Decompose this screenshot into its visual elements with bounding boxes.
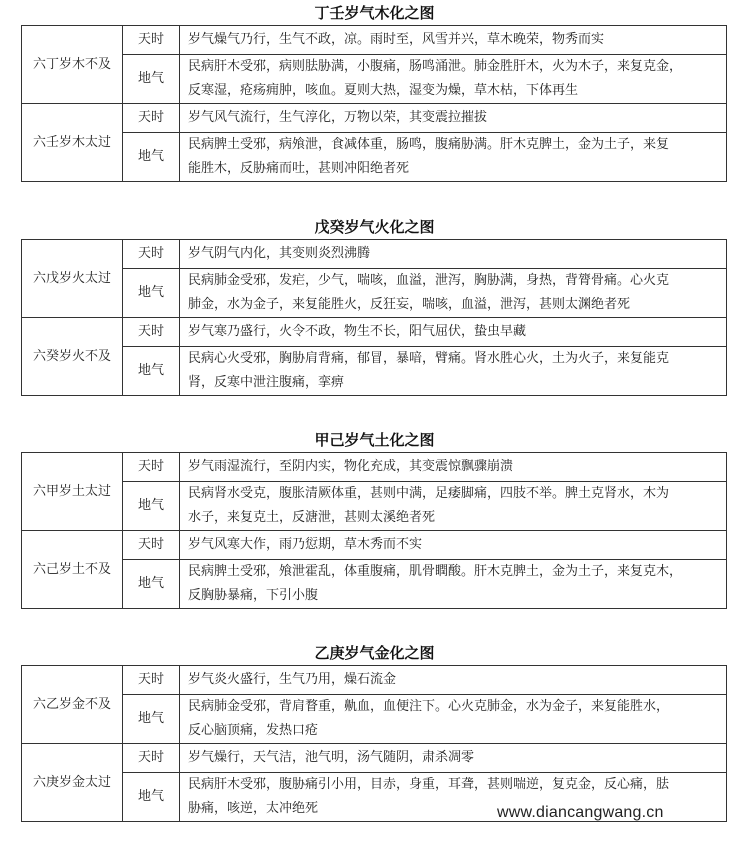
tianshi-label: 天时 [123,104,180,133]
diqi-label: 地气 [123,773,180,822]
tianshi-text: 岁气风气流行，生气淳化，万物以荣，其变震拉摧拔 [180,104,727,133]
table-row [22,695,727,744]
table-row [22,531,727,560]
section-table [21,452,727,609]
diqi-text: 民病肺金受邪，发疟，少气，喘咳，血溢，泄泻，胸胁满，身热，背膂骨痛。心火克 肺金，水为金子，来复能胜火，反狂妄，喘咳，血溢，泄泻，甚则太渊绝者死 [180,269,727,318]
diqi-label: 地气 [123,133,180,182]
year-name: 六甲岁土太过 [22,453,123,531]
diqi-label: 地气 [123,55,180,104]
section-table [21,239,727,396]
tianshi-text: 岁气阴气内化，其变则炎烈沸腾 [180,240,727,269]
section-title: 丁壬岁气木化之图 [314,4,435,22]
diqi-text: 民病脾土受邪，病飧泄，食减体重，肠鸣，腹痛胁满。肝木克脾土，金为土子，来复 能胜木，反胁痛而吐，甚则冲阳绝者死 [180,133,727,182]
table-row [22,133,727,182]
tianshi-text: 岁气雨湿流行，至阴内实，物化充成，其变震惊飘骤崩溃 [180,453,727,482]
table-row [22,26,727,55]
year-name: 六乙岁金不及 [22,666,123,744]
section-table [21,665,727,822]
tianshi-label: 天时 [123,531,180,560]
diqi-label: 地气 [123,269,180,318]
year-name: 六癸岁火不及 [22,318,123,396]
table-row [22,55,727,104]
diqi-label: 地气 [123,482,180,531]
section-title: 乙庚岁气金化之图 [314,644,435,662]
tianshi-text: 岁气寒乃盛行，火令不政，物生不长，阳气屈伏，蛰虫早藏 [180,318,727,347]
diqi-text: 民病肝木受邪，腹胁痛引小用，目赤，身重，耳聋，甚则喘逆，复克金，反心痛，胠 胁痛，咳逆，太冲绝死 [180,773,727,822]
year-name: 六丁岁木不及 [22,26,123,104]
diqi-text: 民病心火受邪，胸胁肩背痛，郁冒，暴喑，臂痛。肾水胜心火，土为火子，来复能克 肾，反寒中泄注腹痛，挛痹 [180,347,727,396]
year-name: 六壬岁木太过 [22,104,123,182]
table-row [22,744,727,773]
table-row [22,347,727,396]
table-row [22,666,727,695]
tianshi-label: 天时 [123,26,180,55]
year-name: 六戊岁火太过 [22,240,123,318]
diqi-text: 民病脾土受邪，飧泄霍乱，体重腹痛，肌骨瞤酸。肝木克脾土，金为土子，来复克木， 反胸胁暴痛，下引小腹 [180,560,727,609]
year-name: 六庚岁金太过 [22,744,123,822]
tianshi-label: 天时 [123,318,180,347]
section-title: 甲己岁气土化之图 [314,431,435,449]
tianshi-text: 岁气燥气乃行，生气不政，凉。雨时至，风雪并兴，草木晚荣，物秀而实 [180,26,727,55]
tianshi-text: 岁气风寒大作，雨乃愆期，草木秀而不实 [180,531,727,560]
table-row [22,318,727,347]
tianshi-label: 天时 [123,744,180,773]
section-table [21,25,727,182]
tianshi-text: 岁气炎火盛行，生气乃用，燥石流金 [180,666,727,695]
diqi-label: 地气 [123,695,180,744]
section-title: 戊癸岁气火化之图 [314,218,435,236]
watermark-text: www.diancangwang.cn [497,804,664,821]
table-row [22,104,727,133]
year-name: 六己岁土不及 [22,531,123,609]
table-row [22,453,727,482]
tianshi-label: 天时 [123,453,180,482]
tianshi-label: 天时 [123,666,180,695]
diqi-label: 地气 [123,347,180,396]
diqi-text: 民病肝木受邪，病则胠胁满，小腹痛，肠鸣涌泄。肺金胜肝木，火为木子，来复克金， 反寒湿，疮疡痈肿，咳血。夏则大热，湿变为燥，草木枯，下体再生 [180,55,727,104]
tianshi-text: 岁气燥行，天气洁，池气明，汤气随阴，肃杀凋零 [180,744,727,773]
table-row [22,560,727,609]
diqi-label: 地气 [123,560,180,609]
table-row [22,240,727,269]
table-row [22,482,727,531]
diqi-text: 民病肾水受克，腹胀清厥体重，甚则中满，足痿脚痛，四肢不举。脾土克肾水，木为 水子，来复克土，反溏泄，甚则太溪绝者死 [180,482,727,531]
tianshi-label: 天时 [123,240,180,269]
table-row [22,269,727,318]
diqi-text: 民病肺金受邪，背肩瞀重，鼽血，血便注下。心火克肺金，水为金子，来复能胜水， 反心脑顶痛，发热口疮 [180,695,727,744]
